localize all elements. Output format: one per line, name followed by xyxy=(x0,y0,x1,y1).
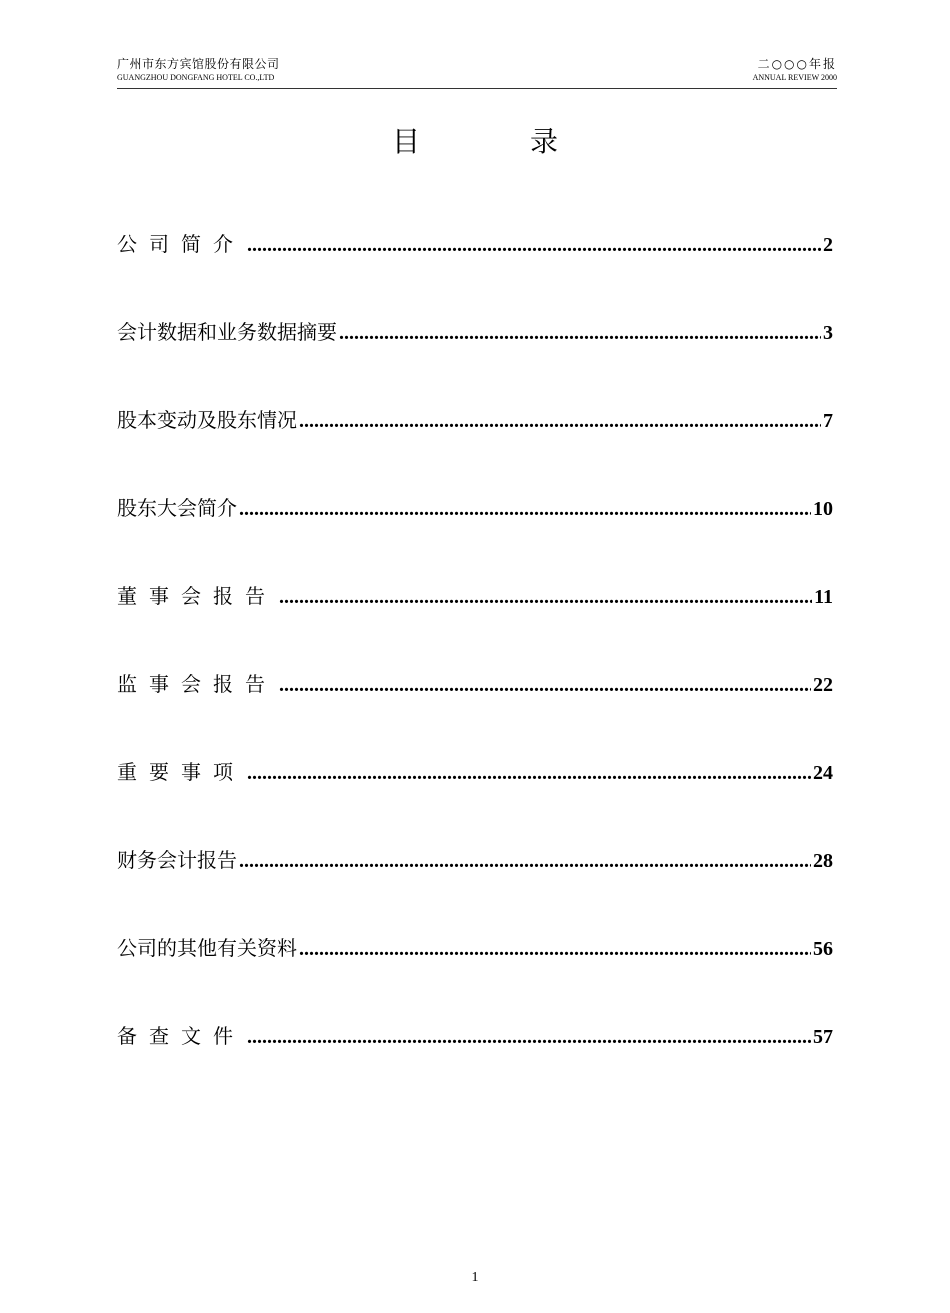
toc-entry-accounting-summary[interactable] xyxy=(117,316,833,404)
toc-entry-label: 股东大会简介 xyxy=(117,496,237,520)
toc-dot-leader xyxy=(239,498,811,521)
toc-entry-label: 公司的其他有关资料 xyxy=(117,936,297,960)
toc-entry-label: 财务会计报告 xyxy=(117,848,237,872)
toc-entry-reference-documents[interactable] xyxy=(117,1020,833,1108)
toc-entry-label: 股本变动及股东情况 xyxy=(117,408,297,432)
toc-entry-important-matters[interactable] xyxy=(117,756,833,844)
toc-entry-label: 重要事项 xyxy=(117,760,245,784)
toc-entry-label: 公司简介 xyxy=(117,232,245,256)
toc-entry-page: 2 xyxy=(823,234,833,256)
toc-dot-leader xyxy=(239,850,811,873)
toc-entry-shareholders-meeting[interactable] xyxy=(117,492,833,580)
toc-entry-label: 备查文件 xyxy=(117,1024,245,1048)
toc-dot-leader xyxy=(339,322,821,345)
toc-entry-financial-report[interactable] xyxy=(117,844,833,932)
toc-dot-leader xyxy=(299,410,821,433)
toc-entry-other-info[interactable] xyxy=(117,932,833,1020)
company-name-en: GUANGZHOU DONGFANG HOTEL CO.,LTD xyxy=(117,73,275,82)
toc-entry-share-changes[interactable] xyxy=(117,404,833,492)
toc-entry-label: 会计数据和业务数据摘要 xyxy=(117,320,337,344)
toc-entry-page: 56 xyxy=(813,938,833,960)
toc-dot-leader xyxy=(279,586,812,609)
company-name-cn: 广州市东方宾馆股份有限公司 xyxy=(117,57,280,71)
page-number: 1 xyxy=(471,1270,479,1285)
toc-dot-leader xyxy=(247,234,821,257)
page-title xyxy=(0,120,950,160)
title-char-1: 目 xyxy=(391,125,420,158)
toc-entry-label: 监事会报告 xyxy=(117,672,277,696)
toc-entry-supervisory-report[interactable] xyxy=(117,668,833,756)
toc-entry-page: 57 xyxy=(813,1026,833,1048)
report-title-en: ANNUAL REVIEW 2000 xyxy=(752,73,837,82)
report-title-cn: 二○○○年报 xyxy=(757,57,837,71)
toc-dot-leader xyxy=(279,674,811,697)
toc-entry-page: 10 xyxy=(813,498,833,520)
table-of-contents xyxy=(117,228,833,1108)
toc-entry-page: 3 xyxy=(823,322,833,344)
page-header xyxy=(117,55,837,89)
toc-dot-leader xyxy=(247,762,811,785)
toc-entry-page: 22 xyxy=(813,674,833,696)
toc-dot-leader xyxy=(247,1026,811,1049)
toc-entry-board-report[interactable] xyxy=(117,580,833,668)
toc-entry-company-profile[interactable] xyxy=(117,228,833,316)
title-char-2: 录 xyxy=(530,125,559,158)
toc-entry-page: 24 xyxy=(813,762,833,784)
toc-entry-page: 28 xyxy=(813,850,833,872)
toc-entry-label: 董事会报告 xyxy=(117,584,277,608)
toc-entry-page: 11 xyxy=(814,586,833,608)
toc-dot-leader xyxy=(299,938,811,961)
toc-entry-page: 7 xyxy=(823,410,833,432)
